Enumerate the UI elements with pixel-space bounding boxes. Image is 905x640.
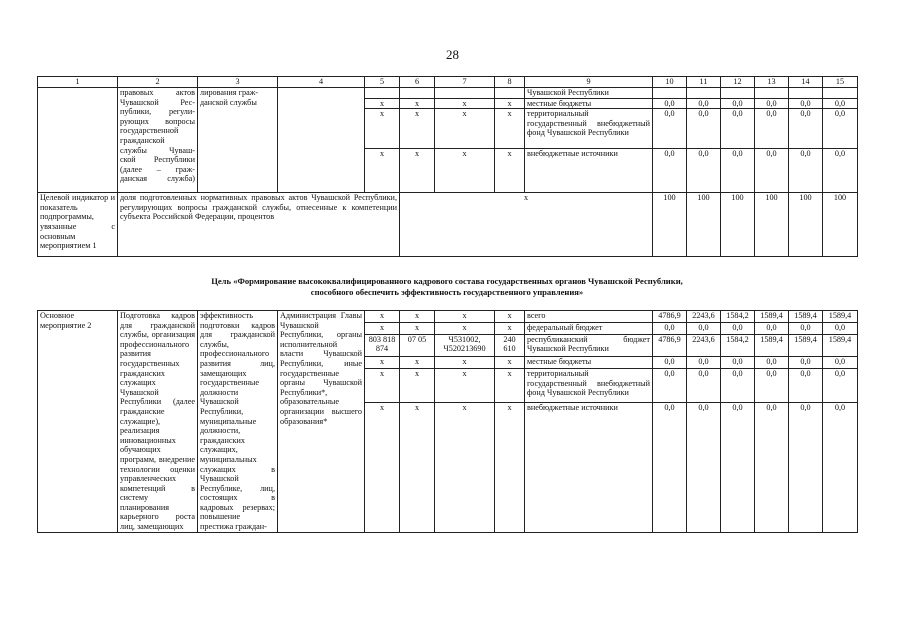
code-cell: х — [365, 322, 400, 334]
value-cell: 2243,6 — [687, 311, 721, 323]
value-cell: 0,0 — [721, 98, 755, 109]
header-cell: 4 — [278, 77, 365, 88]
value-cell: 0,0 — [823, 109, 858, 149]
funding-source: федеральный бюджет — [525, 322, 653, 334]
code-cell: х — [495, 149, 525, 193]
cell-empty — [278, 88, 365, 193]
text-line: рующих вопросы — [120, 116, 195, 126]
text-line: правовых актов — [120, 88, 195, 97]
value-cell: 2243,6 — [687, 334, 721, 357]
value-cell: 0,0 — [687, 369, 721, 402]
value-cell: 0,0 — [653, 369, 687, 402]
code-cell: х — [400, 109, 435, 149]
indicator-value: 100 — [687, 193, 721, 257]
funding-source: внебюджетные источники — [525, 149, 653, 193]
header-cell: 3 — [198, 77, 278, 88]
funding-source: местные бюджеты — [525, 357, 653, 369]
value-cell: 1584,2 — [721, 334, 755, 357]
value-cell: 0,0 — [789, 149, 823, 193]
value-cell: 0,0 — [789, 357, 823, 369]
header-cell: 7 — [435, 77, 495, 88]
indicator-row — [38, 193, 858, 257]
value-cell: 0,0 — [687, 357, 721, 369]
header-cell: 11 — [687, 77, 721, 88]
cell-activity-name: Основное мероприятие 2 — [38, 311, 118, 533]
text-line: лирования граж- — [200, 88, 259, 97]
code-cell: Ч531002, Ч520213690 — [435, 334, 495, 357]
code-cell: х — [435, 311, 495, 323]
value-cell: 0,0 — [823, 98, 858, 109]
value-cell: 0,0 — [721, 109, 755, 149]
goal-line-2: способного обеспечить эффективность государственного управления» — [310, 286, 584, 297]
code-cell: х — [435, 149, 495, 193]
code-cell: х — [495, 402, 525, 532]
value-cell — [823, 88, 858, 99]
header-cell: 5 — [365, 77, 400, 88]
value-cell: 4786,9 — [653, 311, 687, 323]
code-cell: х — [365, 149, 400, 193]
value-cell: 0,0 — [755, 149, 789, 193]
header-cell: 9 — [525, 77, 653, 88]
code-cell: х — [435, 357, 495, 369]
code-cell: х — [435, 369, 495, 402]
table-row — [38, 88, 858, 99]
value-cell — [721, 88, 755, 99]
header-cell: 6 — [400, 77, 435, 88]
funding-source: территориальный государственный внебюджетный фонд Чувашской Республики — [525, 369, 653, 402]
indicator-value: 100 — [755, 193, 789, 257]
value-cell: 0,0 — [721, 357, 755, 369]
code-cell: х — [400, 149, 435, 193]
funding-source: территориальный государственный внебюджетный фонд Чувашской Республики — [525, 109, 653, 149]
cell-responsible: Администрация Главы Чувашской Республики, органы исполнительной власти Чувашской Республики, иные государственные органы Чувашской Республики*, образовательные организации высшего образования* — [278, 311, 365, 533]
goal-line-1: Цель «Формирование высококвалифицированного кадрового состава государственных органов Чувашской Республики, — [211, 276, 683, 286]
text-line: (далее – граж- — [120, 164, 195, 174]
value-cell: 1584,2 — [721, 311, 755, 323]
code-cell: х — [365, 311, 400, 323]
funding-source: Чувашской Республики — [525, 88, 653, 99]
code-cell: х — [435, 402, 495, 532]
code-cell: х — [365, 357, 400, 369]
code-cell: х — [435, 109, 495, 149]
code-cell: х — [495, 322, 525, 334]
value-cell: 0,0 — [755, 402, 789, 532]
value-cell — [653, 88, 687, 99]
cell-empty — [38, 88, 118, 193]
value-cell: 0,0 — [823, 402, 858, 532]
code-cell: х — [400, 369, 435, 402]
goal-heading — [37, 276, 857, 297]
code-cell: х — [495, 311, 525, 323]
indicator-value: 100 — [653, 193, 687, 257]
table-continuation — [37, 76, 858, 257]
code-cell: х — [365, 369, 400, 402]
value-cell: 0,0 — [755, 98, 789, 109]
text-line: данская служба) — [120, 174, 195, 184]
value-cell: 0,0 — [721, 322, 755, 334]
header-cell: 10 — [653, 77, 687, 88]
text-line: ской Республики — [120, 155, 195, 165]
value-cell: 0,0 — [653, 98, 687, 109]
page-number: 28 — [446, 47, 459, 62]
indicator-value: 100 — [789, 193, 823, 257]
text-line: службы Чуваш- — [120, 145, 195, 155]
code-cell: х — [365, 109, 400, 149]
code-cell: х — [365, 402, 400, 532]
code-cell: х — [400, 98, 435, 109]
funding-source: всего — [525, 311, 653, 323]
code-cell — [365, 88, 400, 99]
header-cell: 1 — [38, 77, 118, 88]
code-cell: х — [365, 98, 400, 109]
value-cell: 1589,4 — [755, 334, 789, 357]
code-cell: х — [400, 357, 435, 369]
indicator-text: доля подготовленных нормативных правовых актов Чувашской Республики, регулирующих вопросы гражданской службы, отнесенные к компетенции субъекта Российской Федерации, процентов — [118, 193, 400, 257]
value-cell — [789, 88, 823, 99]
cell-legal-acts — [118, 88, 198, 193]
table-main-activity-2 — [37, 310, 858, 533]
value-cell: 0,0 — [789, 369, 823, 402]
funding-source: республиканский бюджет Чувашской Республики — [525, 334, 653, 357]
funding-source: местные бюджеты — [525, 98, 653, 109]
code-cell: х — [435, 98, 495, 109]
cell-regulation — [198, 88, 278, 193]
code-cell: х — [495, 98, 525, 109]
cell-effectiveness: эффективность подготовки кадров для гражданской службы, профессионального развития лиц, замещающих государственные должности Чувашской Республики, муниципальные должности, гражданских служащих, муниципальных служащих в Чувашской Республике, лиц, состоящих в кадровых резервах; повышение престижа граждан- — [198, 311, 278, 533]
value-cell: 1589,4 — [823, 334, 858, 357]
code-cell — [495, 88, 525, 99]
value-cell: 0,0 — [823, 357, 858, 369]
value-cell: 0,0 — [687, 109, 721, 149]
code-cell: 07 05 — [400, 334, 435, 357]
value-cell: 0,0 — [755, 322, 789, 334]
code-cell: х — [435, 322, 495, 334]
value-cell: 0,0 — [687, 402, 721, 532]
value-cell: 0,0 — [789, 98, 823, 109]
value-cell: 0,0 — [653, 322, 687, 334]
value-cell: 0,0 — [755, 369, 789, 402]
text-line: государственной — [120, 126, 179, 136]
value-cell: 1589,4 — [789, 334, 823, 357]
value-cell: 0,0 — [755, 357, 789, 369]
value-cell: 0,0 — [823, 149, 858, 193]
header-cell: 12 — [721, 77, 755, 88]
funding-source: внебюджетные источники — [525, 402, 653, 532]
value-cell: 0,0 — [687, 98, 721, 109]
value-cell: 0,0 — [653, 109, 687, 149]
indicator-label: Целевой индикатор и показатель подпрограммы, увязанные с основным мероприятием 1 — [38, 193, 118, 257]
value-cell: 0,0 — [789, 402, 823, 532]
code-cell: х — [495, 357, 525, 369]
value-cell — [687, 88, 721, 99]
value-cell: 4786,9 — [653, 334, 687, 357]
indicator-value: 100 — [823, 193, 858, 257]
value-cell: 0,0 — [823, 369, 858, 402]
value-cell: 1589,4 — [823, 311, 858, 323]
code-cell: х — [495, 369, 525, 402]
value-cell: 0,0 — [789, 322, 823, 334]
value-cell: 0,0 — [789, 109, 823, 149]
header-cell: 13 — [755, 77, 789, 88]
value-cell: 0,0 — [687, 149, 721, 193]
header-cell: 14 — [789, 77, 823, 88]
text-line: публики, регули- — [120, 107, 195, 117]
header-cell: 15 — [823, 77, 858, 88]
code-cell: х — [495, 109, 525, 149]
value-cell: 0,0 — [687, 322, 721, 334]
text-line: данской службы — [200, 97, 257, 107]
value-cell — [755, 88, 789, 99]
value-cell: 0,0 — [721, 369, 755, 402]
header-row — [38, 77, 858, 88]
code-cell — [435, 88, 495, 99]
code-cell — [400, 88, 435, 99]
value-cell: 1589,4 — [755, 311, 789, 323]
code-cell: х — [400, 402, 435, 532]
code-cell: х — [400, 322, 435, 334]
code-cell: 803 818 874 — [365, 334, 400, 357]
table-row — [38, 311, 858, 323]
indicator-x: х — [400, 193, 653, 257]
value-cell: 1589,4 — [789, 311, 823, 323]
header-cell: 2 — [118, 77, 198, 88]
value-cell: 0,0 — [721, 149, 755, 193]
text-line: Чувашской Рес- — [120, 97, 195, 107]
value-cell: 0,0 — [653, 402, 687, 532]
header-cell: 8 — [495, 77, 525, 88]
value-cell: 0,0 — [755, 109, 789, 149]
value-cell: 0,0 — [653, 357, 687, 369]
value-cell: 0,0 — [721, 402, 755, 532]
indicator-value: 100 — [721, 193, 755, 257]
value-cell: 0,0 — [823, 322, 858, 334]
code-cell: х — [400, 311, 435, 323]
text-line: гражданской — [120, 135, 165, 145]
value-cell: 0,0 — [653, 149, 687, 193]
cell-activity-desc: Подготовка кадров для гражданской службы, организация профессионального развития государственных гражданских служащих Чувашской Республики (далее гражданские служащие), реализация инновационных обучающих программ, внедрение технологии оценки управленческих компетенций в систему планирования карьерного роста лиц, замещающих — [118, 311, 198, 533]
code-cell: 240 610 — [495, 334, 525, 357]
